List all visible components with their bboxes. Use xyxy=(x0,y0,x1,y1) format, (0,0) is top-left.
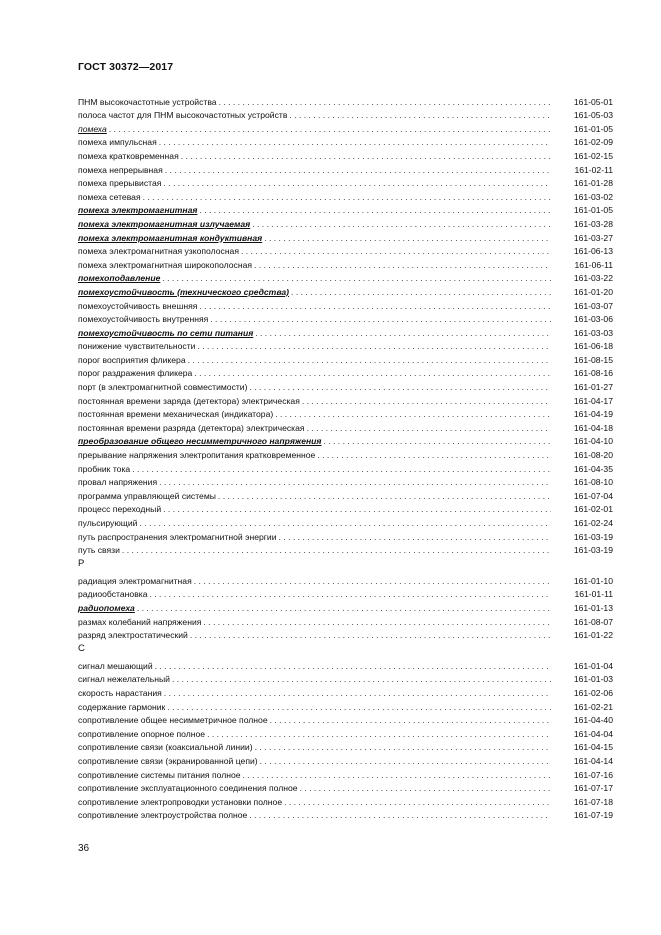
index-entry xyxy=(78,93,613,107)
entry-term: сопротивление опорное полное xyxy=(78,728,206,739)
dot-leader xyxy=(302,396,551,406)
term-index xyxy=(78,93,613,820)
entry-term: сигнал нежелательный xyxy=(78,674,170,685)
dot-leader xyxy=(181,151,551,161)
index-entry xyxy=(78,338,613,352)
entry-code: 161-02-15 xyxy=(573,150,613,161)
dot-leader xyxy=(199,301,551,311)
entry-term: постоянная времени разряда (детектора) электрическая xyxy=(78,422,305,433)
index-entry xyxy=(78,542,613,556)
dot-leader xyxy=(249,382,551,392)
dot-leader xyxy=(194,368,551,378)
entry-term: помеха импульсная xyxy=(78,137,157,148)
entry-term: помеха электромагнитная излучаемая xyxy=(78,218,251,229)
entry-term: содержание гармоник xyxy=(78,701,166,712)
index-entry xyxy=(78,739,613,753)
entry-code: 161-03-19 xyxy=(573,531,613,542)
entry-term: сопротивление связи (экранированной цепи) xyxy=(78,755,258,766)
dot-leader xyxy=(109,124,551,134)
entry-code: 161-04-17 xyxy=(573,395,613,406)
index-entry xyxy=(78,243,613,257)
dot-leader xyxy=(188,355,551,365)
entry-term: сопротивление электропроводки установки полное xyxy=(78,796,283,807)
index-entry xyxy=(78,311,613,325)
dot-leader xyxy=(307,423,551,433)
dot-leader xyxy=(190,630,551,640)
index-entry xyxy=(78,202,613,216)
entry-code: 161-04-19 xyxy=(573,409,613,420)
entry-code: 161-03-06 xyxy=(573,314,613,325)
entry-code: 161-07-19 xyxy=(573,810,613,821)
entry-term: помеха непрерывная xyxy=(78,164,163,175)
entry-code: 161-03-03 xyxy=(573,327,613,338)
entry-term: помеха xyxy=(78,123,107,134)
entry-term: путь распространения электромагнитной энергии xyxy=(78,531,277,542)
entry-term: помеха электромагнитная узкополосная xyxy=(78,246,239,257)
index-entry xyxy=(78,725,613,739)
dot-leader xyxy=(159,137,551,147)
index-entry xyxy=(78,460,613,474)
entry-code: 161-08-15 xyxy=(573,354,613,365)
entry-code: 161-01-10 xyxy=(573,575,613,586)
entry-code: 161-01-27 xyxy=(573,382,613,393)
dot-leader xyxy=(270,715,551,725)
entry-term: сопротивление эксплуатационного соединения полное xyxy=(78,783,298,794)
entry-term: радиопомеха xyxy=(78,602,135,613)
index-entry xyxy=(78,514,613,528)
dot-leader xyxy=(122,545,551,555)
dot-leader xyxy=(219,97,551,107)
dot-leader xyxy=(162,273,551,283)
index-entry xyxy=(78,256,613,270)
entry-code: 161-04-35 xyxy=(573,463,613,474)
entry-term: радиообстановка xyxy=(78,589,148,600)
entry-code: 161-04-14 xyxy=(573,755,613,766)
dot-leader xyxy=(132,464,551,474)
entry-code: 161-04-18 xyxy=(573,422,613,433)
entry-term: скорость нарастания xyxy=(78,687,162,698)
entry-code: 161-01-03 xyxy=(573,674,613,685)
index-entry xyxy=(78,188,613,202)
entry-code: 161-07-17 xyxy=(573,783,613,794)
entry-term: сопротивление системы питания полное xyxy=(78,769,241,780)
index-entry xyxy=(78,572,613,586)
entry-term: пульсирующий xyxy=(78,518,138,528)
dot-leader xyxy=(260,756,551,766)
entry-term: программа управляющей системы xyxy=(78,490,216,501)
dot-leader xyxy=(159,477,551,487)
index-entry xyxy=(78,684,613,698)
entry-code: 161-07-04 xyxy=(573,490,613,501)
index-entry xyxy=(78,712,613,726)
entry-code: 161-02-24 xyxy=(573,518,613,528)
dot-leader xyxy=(167,702,551,712)
dot-leader xyxy=(279,532,551,542)
entry-term: полоса частот для ПНМ высокочастотных устройств xyxy=(78,110,288,121)
entry-term: провал напряжения xyxy=(78,477,158,488)
dot-leader xyxy=(284,797,551,807)
index-entry xyxy=(78,365,613,379)
entry-code: 161-01-05 xyxy=(573,123,613,134)
dot-leader xyxy=(150,589,552,599)
dot-leader xyxy=(139,518,551,528)
entry-code: 161-02-01 xyxy=(573,504,613,515)
dot-leader xyxy=(254,260,551,270)
index-entry xyxy=(78,433,613,447)
entry-term: помеха электромагнитная кондуктивная xyxy=(78,232,263,243)
index-entry xyxy=(78,586,613,600)
dot-leader xyxy=(218,491,551,501)
dot-leader xyxy=(264,233,551,243)
index-entry xyxy=(78,613,613,627)
index-entry xyxy=(78,528,613,542)
index-entry xyxy=(78,378,613,392)
entry-code: 161-06-18 xyxy=(573,341,613,352)
index-entry xyxy=(78,324,613,338)
entry-code: 161-03-07 xyxy=(573,300,613,311)
section-letter-r: Р xyxy=(78,558,85,570)
index-entry xyxy=(78,627,613,641)
dot-leader xyxy=(252,219,551,229)
index-entry xyxy=(78,283,613,297)
dot-leader xyxy=(300,783,551,793)
entry-code: 161-07-18 xyxy=(573,796,613,807)
dot-leader xyxy=(194,576,551,586)
index-entry xyxy=(78,698,613,712)
index-entry xyxy=(78,766,613,780)
entry-code: 161-02-11 xyxy=(574,164,613,175)
entry-term: процесс переходный xyxy=(78,504,162,515)
entry-code: 161-01-28 xyxy=(573,178,613,189)
dot-leader xyxy=(203,617,551,627)
index-entry xyxy=(78,297,613,311)
dot-leader xyxy=(255,328,551,338)
index-entry xyxy=(78,161,613,175)
entry-code: 161-02-09 xyxy=(573,137,613,148)
index-entry xyxy=(78,392,613,406)
dot-leader xyxy=(323,436,551,446)
index-group-r xyxy=(78,572,613,640)
index-entry xyxy=(78,175,613,189)
dot-leader xyxy=(317,450,551,460)
entry-code: 161-08-20 xyxy=(573,450,613,461)
index-entry xyxy=(78,446,613,460)
entry-term: путь связи xyxy=(78,545,120,556)
index-entry xyxy=(78,120,613,134)
entry-term: сопротивление связи (коаксиальной линии) xyxy=(78,742,253,753)
dot-leader xyxy=(243,770,551,780)
dot-leader xyxy=(164,688,551,698)
entry-code: 161-05-03 xyxy=(573,110,613,121)
page-number: 36 xyxy=(78,843,90,854)
entry-code: 161-02-21 xyxy=(573,701,613,712)
index-entry xyxy=(78,229,613,243)
index-entry xyxy=(78,474,613,488)
entry-term: сопротивление общее несимметричное полное xyxy=(78,715,268,726)
entry-code: 161-03-02 xyxy=(573,191,613,202)
entry-term: помеха прерывистая xyxy=(78,178,162,189)
entry-term: помеха кратковременная xyxy=(78,150,179,161)
index-entry xyxy=(78,406,613,420)
index-entry xyxy=(78,147,613,161)
dot-leader xyxy=(199,205,551,215)
dot-leader xyxy=(210,314,551,324)
entry-code: 161-03-22 xyxy=(573,273,613,284)
dot-leader xyxy=(172,674,551,684)
entry-term: порт (в электромагнитной совместимости) xyxy=(78,382,248,393)
entry-term: помехоподавление xyxy=(78,273,161,284)
dot-leader xyxy=(291,287,551,297)
entry-code: 161-01-04 xyxy=(573,660,613,671)
dot-leader xyxy=(137,603,551,613)
index-entry xyxy=(78,270,613,284)
dot-leader xyxy=(255,742,551,752)
index-entry xyxy=(78,780,613,794)
index-entry xyxy=(78,752,613,766)
index-entry xyxy=(78,107,613,121)
index-entry xyxy=(78,351,613,365)
dot-leader xyxy=(143,192,551,202)
entry-code: 161-06-13 xyxy=(573,246,613,257)
dot-leader xyxy=(197,341,551,351)
dot-leader xyxy=(163,178,551,188)
entry-term: помеха сетевая xyxy=(78,191,141,202)
entry-code: 161-02-06 xyxy=(573,687,613,698)
entry-term: помехоустойчивость внутренняя xyxy=(78,314,209,325)
entry-term: разряд электростатический xyxy=(78,630,188,641)
entry-term: помеха электромагнитная широкополосная xyxy=(78,259,253,270)
dot-leader xyxy=(275,409,551,419)
section-letter-s: С xyxy=(78,643,85,655)
dot-leader xyxy=(289,110,551,120)
entry-code: 161-04-40 xyxy=(573,715,613,726)
entry-term: прерывание напряжения электропитания кратковременное xyxy=(78,450,316,461)
index-entry xyxy=(78,657,613,671)
index-entry xyxy=(78,419,613,433)
entry-term: пробник тока xyxy=(78,463,131,474)
index-entry xyxy=(78,807,613,821)
dot-leader xyxy=(155,661,551,671)
entry-code: 161-03-27 xyxy=(573,232,613,243)
index-entry xyxy=(78,487,613,501)
dot-leader xyxy=(241,246,551,256)
entry-code: 161-08-16 xyxy=(573,368,613,379)
entry-code: 161-04-15 xyxy=(573,742,613,753)
entry-code: 161-03-28 xyxy=(573,218,613,229)
entry-term: радиация электромагнитная xyxy=(78,575,192,586)
entry-term: сигнал мешающий xyxy=(78,660,153,671)
entry-term: сопротивление электроустройства полное xyxy=(78,810,248,821)
index-group-p xyxy=(78,93,613,555)
entry-term: порог восприятия фликера xyxy=(78,354,186,365)
entry-code: 161-05-01 xyxy=(573,96,613,107)
entry-term: помехоустойчивость (технического средства) xyxy=(78,286,290,297)
entry-code: 161-04-04 xyxy=(573,728,613,739)
entry-code: 161-03-19 xyxy=(573,545,613,556)
dot-leader xyxy=(163,504,551,514)
entry-code: 161-01-05 xyxy=(573,205,613,216)
entry-term: понижение чувствительности xyxy=(78,341,196,352)
entry-code: 161-01-22 xyxy=(573,630,613,641)
entry-term: преобразование общего несимметричного напряжения xyxy=(78,436,322,447)
entry-code: 161-01-20 xyxy=(573,286,613,297)
entry-term: размах колебаний напряжения xyxy=(78,616,202,627)
dot-leader xyxy=(165,165,551,175)
entry-term: помеха электромагнитная xyxy=(78,205,198,216)
index-entry xyxy=(78,671,613,685)
entry-code: 161-06-11 xyxy=(574,259,613,270)
index-entry xyxy=(78,501,613,515)
entry-term: постоянная времени заряда (детектора) электрическая xyxy=(78,395,300,406)
entry-code: 161-04-10 xyxy=(573,436,613,447)
entry-term: ПНМ высокочастотные устройства xyxy=(78,96,217,107)
index-entry xyxy=(78,599,613,613)
document-header: ГОСТ 30372—2017 xyxy=(78,61,174,73)
entry-term: помехоустойчивость внешняя xyxy=(78,300,198,311)
dot-leader xyxy=(207,729,551,739)
entry-code: 161-08-07 xyxy=(573,616,613,627)
entry-code: 161-07-16 xyxy=(573,769,613,780)
index-entry xyxy=(78,215,613,229)
index-group-s xyxy=(78,657,613,820)
entry-code: 161-08-10 xyxy=(573,477,613,488)
dot-leader xyxy=(249,810,551,820)
entry-term: постоянная времени механическая (индикатора) xyxy=(78,409,274,420)
entry-code: 161-01-11 xyxy=(574,589,613,600)
entry-code: 161-01-13 xyxy=(573,602,613,613)
index-entry xyxy=(78,134,613,148)
entry-term: порог раздражения фликера xyxy=(78,368,193,379)
entry-term: помехоустойчивость по сети питания xyxy=(78,327,254,338)
index-entry xyxy=(78,793,613,807)
